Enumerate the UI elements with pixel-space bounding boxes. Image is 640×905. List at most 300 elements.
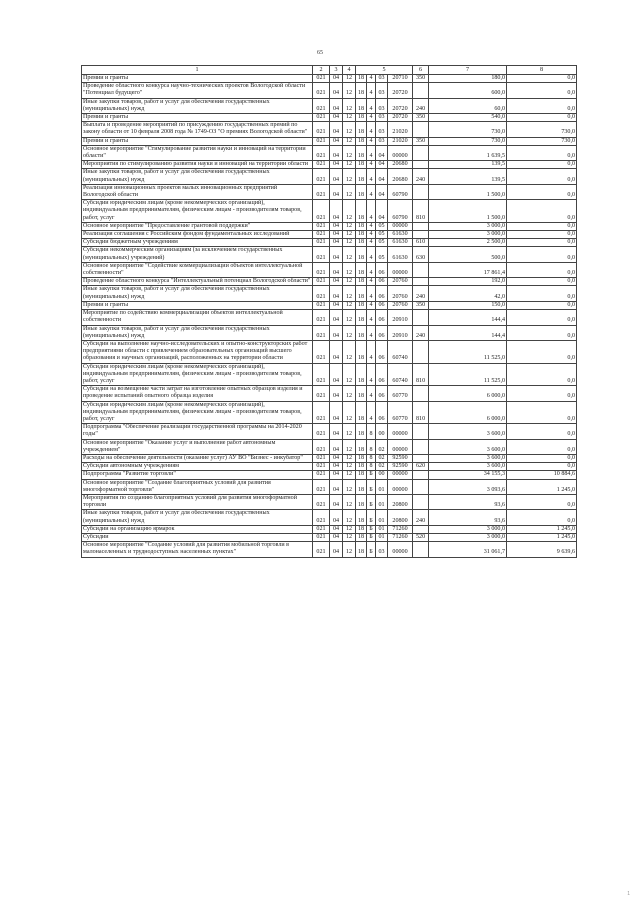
code-event: 06 [376,386,388,401]
amount-federal: 0,0 [507,98,577,113]
amount-federal: 0,0 [507,169,577,184]
code-direction: 60770 [388,401,413,424]
code-expense-type: 240 [413,286,429,301]
code-subsection: 12 [343,525,356,533]
code-subsection: 12 [343,286,356,301]
code-expense-type [413,479,429,494]
code-section: 04 [330,184,343,199]
amount-2017: 139,5 [429,161,507,169]
amount-federal: 1 245,0 [507,525,577,533]
table-row [82,222,577,230]
code-expense-type [413,542,429,557]
amount-2017: 3 093,6 [429,479,507,494]
code-program: 18 [356,286,367,301]
code-expense-type: 240 [413,98,429,113]
code-expense-type: 350 [413,75,429,83]
code-expense-type [413,161,429,169]
amount-2017: 3 600,0 [429,424,507,439]
amount-federal: 0,0 [507,231,577,239]
code-direction: 20720 [388,98,413,113]
amount-2017: 144,4 [429,310,507,325]
code-subsection: 12 [343,75,356,83]
code-subsection: 12 [343,454,356,462]
row-name: Субсидии бюджетным учреждениям [82,239,313,247]
code-subprogram: 8 [367,463,376,471]
code-ministry: 021 [313,463,330,471]
row-name: Субсидии [82,533,313,541]
code-subsection: 12 [343,463,356,471]
table-row [82,161,577,169]
table-row [82,479,577,494]
row-name: Премии и гранты [82,137,313,145]
table-row [82,471,577,479]
amount-2017: 600,0 [429,83,507,98]
code-subsection: 12 [343,340,356,363]
row-name: Основное мероприятие "Стимулирование развития науки и инноваций на территории области" [82,145,313,160]
code-event: 06 [376,325,388,340]
amount-2017: 3 000,0 [429,533,507,541]
row-name: Премии и гранты [82,114,313,122]
table-row [82,137,577,145]
code-section: 04 [330,363,343,386]
header-cell: 1 [82,66,313,75]
code-subsection: 12 [343,114,356,122]
amount-federal: 0,0 [507,262,577,277]
amount-2017: 150,0 [429,301,507,309]
amount-federal: 0,0 [507,161,577,169]
code-expense-type [413,262,429,277]
table-row [82,231,577,239]
code-direction: 20720 [388,83,413,98]
code-direction: 60790 [388,200,413,223]
code-expense-type: 240 [413,510,429,525]
table-row [82,542,577,557]
amount-2017: 139,5 [429,169,507,184]
code-ministry: 021 [313,533,330,541]
code-program: 18 [356,231,367,239]
amount-2017: 3 600,0 [429,463,507,471]
table-row [82,463,577,471]
table-row [82,386,577,401]
amount-2017: 3 000,0 [429,231,507,239]
code-direction: 92590 [388,454,413,462]
code-subsection: 12 [343,200,356,223]
header-cell: 4 [343,66,356,75]
amount-federal: 730,0 [507,137,577,145]
code-subsection: 12 [343,145,356,160]
code-expense-type [413,340,429,363]
code-program: 18 [356,137,367,145]
code-expense-type [413,278,429,286]
code-event: 04 [376,169,388,184]
code-subsection: 12 [343,83,356,98]
code-subprogram: 4 [367,262,376,277]
code-program: 18 [356,401,367,424]
table-row [82,533,577,541]
code-subprogram: 4 [367,401,376,424]
amount-federal: 0,0 [507,325,577,340]
code-subsection: 12 [343,239,356,247]
amount-federal: 0,0 [507,247,577,262]
code-subsection: 12 [343,222,356,230]
code-direction: 20910 [388,325,413,340]
code-subsection: 12 [343,401,356,424]
amount-federal: 0,0 [507,239,577,247]
code-section: 04 [330,231,343,239]
code-expense-type [413,83,429,98]
amount-federal: 0,0 [507,510,577,525]
table-row [82,363,577,386]
code-direction: 00000 [388,471,413,479]
code-ministry: 021 [313,239,330,247]
code-program: 18 [356,161,367,169]
code-ministry: 021 [313,161,330,169]
header-cell: 8 [507,66,577,75]
code-program: 18 [356,494,367,509]
header-cell: 2 [313,66,330,75]
code-event: 03 [376,75,388,83]
code-direction: 21020 [388,122,413,137]
code-subprogram: Б [367,471,376,479]
amount-federal: 0,0 [507,424,577,439]
code-direction: 20760 [388,278,413,286]
code-expense-type [413,122,429,137]
code-event: 06 [376,340,388,363]
code-subsection: 12 [343,161,356,169]
row-name: Проведение областного конкурса "Интеллектуальный потенциал Вологодской области" [82,278,313,286]
amount-federal: 730,0 [507,122,577,137]
code-program: 18 [356,98,367,113]
code-section: 04 [330,222,343,230]
table-row [82,278,577,286]
row-name: Расходы на обеспечение деятельности (оказание услуг) АУ ВО "Бизнес - инкубатор" [82,454,313,462]
code-event: 06 [376,286,388,301]
amount-federal: 1 245,0 [507,533,577,541]
row-name: Мероприятие по содействию коммерциализации объектов интеллектуальной собственности [82,310,313,325]
code-expense-type [413,439,429,454]
code-section: 04 [330,137,343,145]
code-direction: 61630 [388,239,413,247]
row-name: Субсидии некоммерческим организациям (за исключением государственных (муниципальных) учреждений) [82,247,313,262]
amount-federal: 0,0 [507,340,577,363]
code-expense-type: 810 [413,200,429,223]
code-section: 04 [330,262,343,277]
row-name: Иные закупки товаров, работ и услуг для обеспечения государственных (муниципальных) нужд [82,510,313,525]
page-number: 65 [317,50,323,56]
code-event: 04 [376,145,388,160]
code-expense-type [413,471,429,479]
code-subprogram: 4 [367,122,376,137]
code-direction: 20760 [388,286,413,301]
code-program: 18 [356,439,367,454]
code-ministry: 021 [313,471,330,479]
table-row [82,286,577,301]
amount-2017: 540,0 [429,114,507,122]
code-expense-type [413,231,429,239]
code-subprogram: 4 [367,340,376,363]
code-section: 04 [330,542,343,557]
code-section: 04 [330,510,343,525]
code-subprogram: 4 [367,325,376,340]
code-event: 05 [376,239,388,247]
code-event: 03 [376,137,388,145]
code-direction: 20760 [388,301,413,309]
code-program: 18 [356,471,367,479]
header-cell: 7 [429,66,507,75]
code-ministry: 021 [313,424,330,439]
row-name: Подпрограмма "Развитие торговли" [82,471,313,479]
row-name: Основное мероприятие "Создание благоприятных условий для развития многоформатной торговли" [82,479,313,494]
code-ministry: 021 [313,169,330,184]
table-row [82,239,577,247]
code-event: 01 [376,525,388,533]
code-ministry: 021 [313,525,330,533]
table-row [82,340,577,363]
code-event: 04 [376,161,388,169]
code-ministry: 021 [313,145,330,160]
code-expense-type [413,145,429,160]
code-section: 04 [330,278,343,286]
code-event: 06 [376,401,388,424]
code-section: 04 [330,386,343,401]
code-expense-type [413,184,429,199]
code-section: 04 [330,494,343,509]
code-direction: 20710 [388,75,413,83]
budget-table [81,65,577,558]
code-section: 04 [330,471,343,479]
code-event: 06 [376,278,388,286]
code-subsection: 12 [343,231,356,239]
code-section: 04 [330,122,343,137]
code-program: 18 [356,262,367,277]
code-subsection: 12 [343,363,356,386]
code-program: 18 [356,510,367,525]
table-row [82,98,577,113]
table-row [82,184,577,199]
code-expense-type: 240 [413,325,429,340]
code-subprogram: 4 [367,386,376,401]
code-expense-type: 350 [413,301,429,309]
amount-federal: 0,0 [507,463,577,471]
code-ministry: 021 [313,542,330,557]
amount-2017: 2 500,0 [429,239,507,247]
code-subsection: 12 [343,479,356,494]
code-program: 18 [356,479,367,494]
code-subsection: 12 [343,301,356,309]
code-expense-type [413,310,429,325]
code-ministry: 021 [313,231,330,239]
amount-federal: 10 884,6 [507,471,577,479]
code-ministry: 021 [313,325,330,340]
code-ministry: 021 [313,439,330,454]
code-subprogram: 8 [367,439,376,454]
code-event: 03 [376,98,388,113]
code-event: 05 [376,247,388,262]
code-direction: 20680 [388,161,413,169]
code-event: 03 [376,542,388,557]
code-subsection: 12 [343,494,356,509]
row-name: Основное мероприятие "Содействие коммерциализации объектов интеллектуальной собственности" [82,262,313,277]
amount-2017: 1 500,0 [429,200,507,223]
code-ministry: 021 [313,98,330,113]
code-program: 18 [356,169,367,184]
code-ministry: 021 [313,363,330,386]
row-name: Проведение областного конкурса научно-технических проектов Вологодской области "Потенциал будущего" [82,83,313,98]
code-ministry: 021 [313,137,330,145]
code-subprogram: 4 [367,98,376,113]
row-name: Мероприятия по созданию благоприятных условий для развития многоформатной торговли [82,494,313,509]
code-subsection: 12 [343,533,356,541]
table-row [82,310,577,325]
code-event: 02 [376,463,388,471]
amount-2017: 17 861,4 [429,262,507,277]
amount-2017: 1 639,5 [429,145,507,160]
code-section: 04 [330,340,343,363]
code-expense-type [413,424,429,439]
code-direction: 00000 [388,424,413,439]
code-event: 02 [376,439,388,454]
code-ministry: 021 [313,386,330,401]
code-direction: 20800 [388,510,413,525]
row-name: Премии и гранты [82,75,313,83]
code-subsection: 12 [343,184,356,199]
table-row [82,439,577,454]
code-program: 18 [356,75,367,83]
code-subprogram: 4 [367,222,376,230]
code-direction: 00000 [388,262,413,277]
code-expense-type: 350 [413,137,429,145]
code-subprogram: Б [367,479,376,494]
code-event: 01 [376,494,388,509]
code-ministry: 021 [313,286,330,301]
code-event: 06 [376,310,388,325]
amount-2017: 93,6 [429,510,507,525]
row-name: Реализация инновационных проектов малых инновационных предприятий Вологодской области [82,184,313,199]
header-cell: 6 [413,66,429,75]
row-name: Мероприятия по стимулированию развития науки и инноваций на территории области [82,161,313,169]
code-program: 18 [356,301,367,309]
code-subprogram: 4 [367,114,376,122]
code-expense-type: 630 [413,247,429,262]
amount-federal: 0,0 [507,114,577,122]
code-direction: 20910 [388,310,413,325]
code-section: 04 [330,145,343,160]
amount-2017: 144,4 [429,325,507,340]
code-event: 06 [376,363,388,386]
code-ministry: 021 [313,114,330,122]
table-row [82,75,577,83]
amount-federal: 0,0 [507,301,577,309]
code-subsection: 12 [343,510,356,525]
amount-federal: 0,0 [507,184,577,199]
row-name: Реализация соглашения с Российским фондом фундаментальных исследований [82,231,313,239]
amount-2017: 192,0 [429,278,507,286]
code-subprogram: 4 [367,169,376,184]
code-subprogram: 4 [367,239,376,247]
code-subprogram: 4 [367,145,376,160]
table-row [82,169,577,184]
amount-2017: 3 000,0 [429,222,507,230]
code-direction: 71260 [388,525,413,533]
table-row [82,83,577,98]
table-row [82,401,577,424]
code-program: 18 [356,325,367,340]
code-program: 18 [356,525,367,533]
amount-2017: 31 061,7 [429,542,507,557]
code-subprogram: Б [367,542,376,557]
row-name: Субсидии автономным учреждениям [82,463,313,471]
code-subprogram: 4 [367,286,376,301]
code-program: 18 [356,278,367,286]
amount-2017: 6 000,0 [429,386,507,401]
amount-2017: 3 000,0 [429,525,507,533]
table-header-row [82,66,577,75]
amount-2017: 11 525,0 [429,340,507,363]
code-event: 05 [376,231,388,239]
code-subprogram: 4 [367,137,376,145]
row-name: Выплата и проведение мероприятий по присуждению государственных премий по закону области от 10 февраля 2008 года № 1749-ОЗ "О премиях Вологодской области" [82,122,313,137]
code-section: 04 [330,454,343,462]
code-section: 04 [330,161,343,169]
row-name: Субсидии юридическим лицам (кроме некоммерческих организаций), индивидуальным предпринимателям, физическим лицам - производителям товаров, работ, услуг [82,363,313,386]
code-section: 04 [330,239,343,247]
table-row [82,424,577,439]
code-direction: 00000 [388,145,413,160]
code-section: 04 [330,401,343,424]
code-subprogram: Б [367,494,376,509]
code-ministry: 021 [313,200,330,223]
code-ministry: 021 [313,510,330,525]
code-subsection: 12 [343,325,356,340]
code-event: 03 [376,83,388,98]
code-program: 18 [356,463,367,471]
code-section: 04 [330,463,343,471]
code-section: 04 [330,479,343,494]
code-program: 18 [356,239,367,247]
code-subprogram: 4 [367,247,376,262]
amount-federal: 0,0 [507,310,577,325]
amount-federal: 0,0 [507,278,577,286]
table-row [82,454,577,462]
table-row [82,145,577,160]
code-subsection: 12 [343,471,356,479]
code-direction: 00000 [388,542,413,557]
amount-2017: 93,6 [429,494,507,509]
code-subprogram: 4 [367,161,376,169]
table-row [82,525,577,533]
table-row [82,122,577,137]
code-event: 06 [376,262,388,277]
code-direction: 60770 [388,386,413,401]
code-event: 03 [376,114,388,122]
code-ministry: 021 [313,222,330,230]
code-event: 04 [376,184,388,199]
code-direction: 00000 [388,479,413,494]
code-subsection: 12 [343,262,356,277]
code-ministry: 021 [313,184,330,199]
code-subsection: 12 [343,439,356,454]
amount-federal: 0,0 [507,454,577,462]
code-ministry: 021 [313,122,330,137]
table-row [82,262,577,277]
corner-mark: 1 [627,891,630,897]
code-expense-type: 810 [413,401,429,424]
table-row [82,325,577,340]
code-ministry: 021 [313,301,330,309]
code-direction: 20800 [388,494,413,509]
row-name: Субсидии на выполнение научно-исследовательских и опытно-конструкторских работ предприятиями области с привлечением образовательных организаций высшего образования и научных организаций, расположенных на территории области [82,340,313,363]
code-section: 04 [330,83,343,98]
